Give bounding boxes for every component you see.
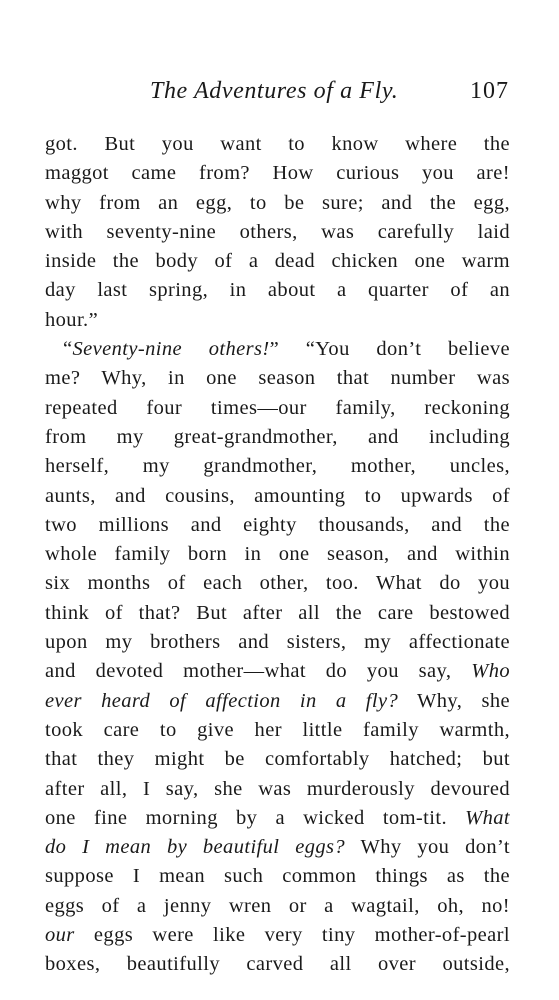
- text-line: [45, 569, 510, 598]
- text-segment: hour.”: [45, 308, 99, 331]
- text-segment: boxes, beautifully carved all over outside,: [45, 953, 510, 976]
- text-segment: and devoted mother—what do you say,: [45, 660, 472, 683]
- text-line: [45, 189, 510, 218]
- text-line: [45, 804, 510, 833]
- italic-text: our: [45, 924, 75, 947]
- text-line: [45, 511, 510, 540]
- text-segment: with seventy-nine others, was carefully laid: [45, 220, 510, 243]
- italic-text: ever heard of affection in a fly?: [45, 689, 399, 712]
- text-line: [45, 423, 510, 452]
- page-header: [0, 78, 559, 110]
- text-segment: think of that? But after all the care bestowed: [45, 601, 510, 624]
- text-segment: ” “You don’t believe: [269, 338, 510, 361]
- text-segment: eggs were like very tiny mother-of-pearl: [74, 924, 510, 947]
- text-line: [45, 775, 510, 804]
- text-segment: day last spring, in about a quarter of an: [45, 279, 510, 302]
- text-segment: two millions and eighty thousands, and the: [45, 513, 510, 536]
- text-segment: after all, I say, she was murderously devoured: [45, 777, 510, 800]
- italic-text: do I mean by beautiful eggs?: [45, 836, 346, 859]
- text-line: [45, 218, 510, 247]
- text-line: [45, 394, 510, 423]
- text-line: [45, 833, 510, 862]
- text-line: [45, 130, 510, 159]
- text-segment: suppose I mean such common things as the: [45, 865, 510, 888]
- text-segment: maggot came from? How curious you are!: [45, 162, 510, 185]
- text-line: [45, 452, 510, 481]
- text-line: [45, 657, 510, 686]
- text-segment: one fine morning by a wicked tom-tit.: [45, 806, 466, 829]
- text-segment: repeated four times—our family, reckoning: [45, 396, 510, 419]
- text-segment: took care to give her little family warmth,: [45, 718, 510, 741]
- text-segment: eggs of a jenny wren or a wagtail, oh, no!: [45, 894, 510, 917]
- italic-text: Seventy-nine others!: [72, 338, 270, 361]
- text-segment: aunts, and cousins, amounting to upwards of: [45, 484, 510, 507]
- italic-text: What: [465, 806, 510, 829]
- text-segment: Why, she: [398, 689, 510, 712]
- running-title: The Adventures of a Fly.: [150, 78, 399, 104]
- text-segment: me? Why, in one season that number was: [45, 367, 510, 390]
- text-line: [45, 628, 510, 657]
- body-text: [45, 130, 510, 980]
- text-segment: got. But you want to know where the: [45, 133, 510, 155]
- text-segment: upon my brothers and sisters, my affectionate: [45, 631, 510, 654]
- text-segment: herself, my grandmother, mother, uncles,: [45, 455, 510, 478]
- page-number: 107: [470, 78, 509, 104]
- italic-text: Who: [471, 660, 510, 683]
- text-line: [45, 716, 510, 745]
- text-line: [45, 921, 510, 950]
- text-segment: six months of each other, too. What do you: [45, 572, 510, 595]
- text-line: [45, 892, 510, 921]
- text-segment: why from an egg, to be sure; and the egg,: [45, 191, 510, 214]
- text-line: [45, 364, 510, 393]
- text-line: [45, 159, 510, 188]
- text-line: [45, 306, 510, 335]
- text-line: [45, 745, 510, 774]
- text-segment: whole family born in one season, and within: [45, 543, 510, 566]
- text-line: [45, 599, 510, 628]
- text-line: [45, 540, 510, 569]
- text-line: [45, 862, 510, 891]
- text-segment: that they might be comfortably hatched; but: [45, 748, 510, 771]
- text-line: [45, 276, 510, 305]
- text-segment: “: [63, 338, 73, 361]
- text-segment: from my great-grandmother, and including: [45, 425, 510, 448]
- text-line: [45, 482, 510, 511]
- text-line: [45, 247, 510, 276]
- text-line: [45, 335, 510, 364]
- text-line: [45, 950, 510, 979]
- text-segment: Why you don’t: [345, 836, 510, 859]
- text-line: [45, 687, 510, 716]
- text-segment: inside the body of a dead chicken one warm: [45, 250, 510, 273]
